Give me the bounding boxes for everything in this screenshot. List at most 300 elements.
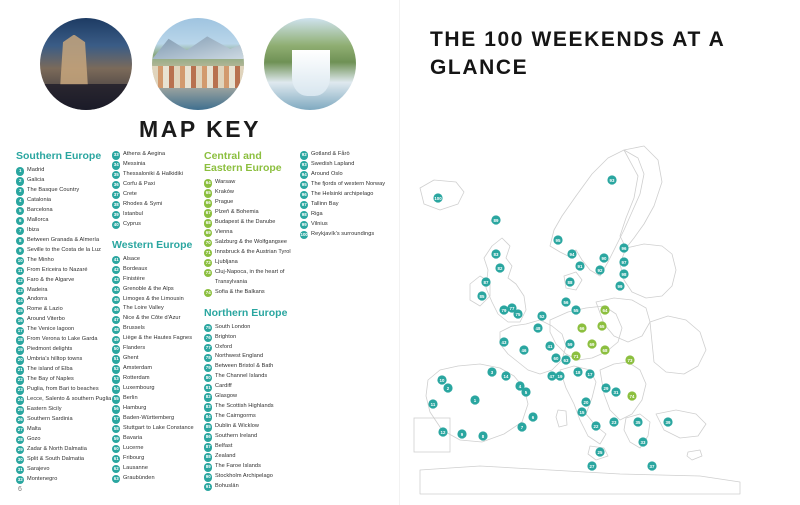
key-item-label: Lucerne: [123, 444, 144, 451]
key-item-96[interactable]: [300, 190, 392, 200]
key-item-label: The Scottish Highlands: [215, 403, 274, 410]
key-item-94[interactable]: [300, 170, 392, 180]
map-marker-98[interactable]: [619, 269, 628, 278]
key-item-number: 96: [300, 191, 308, 199]
key-item-85[interactable]: [204, 422, 300, 432]
key-item-6[interactable]: [16, 216, 112, 226]
key-item-label: The fjords of western Norway: [311, 180, 386, 187]
map-marker-69[interactable]: [587, 339, 596, 348]
key-item-14[interactable]: [16, 295, 112, 305]
map-marker-label: 48: [535, 325, 541, 331]
key-item-label: Around Viterbo: [27, 316, 65, 323]
key-item-56[interactable]: [112, 404, 204, 414]
key-item-number: 39: [112, 211, 120, 219]
map-marker-label: 46: [521, 347, 527, 353]
key-item-number: 4: [16, 197, 24, 205]
key-item-65[interactable]: [204, 188, 300, 198]
key-item-number: 50: [112, 345, 120, 353]
key-item-label: Sofia & the Balkans: [215, 288, 265, 295]
key-item-21[interactable]: [16, 365, 112, 375]
key-item-4[interactable]: [16, 196, 112, 206]
key-item-46[interactable]: [112, 304, 204, 314]
key-item-number: 69: [204, 229, 212, 237]
key-item-label: Galicia: [27, 177, 45, 184]
key-item-label: Catalonia: [27, 196, 52, 203]
key-item-label: Amsterdam: [123, 365, 153, 372]
key-item-label: Piedmont delights: [27, 346, 73, 353]
key-column-4: [300, 150, 392, 480]
key-item-label: Warsaw: [215, 179, 236, 186]
map-marker-label: 88: [567, 279, 573, 285]
key-item-number: 5: [16, 207, 24, 215]
key-item-36[interactable]: [112, 180, 204, 190]
key-item-number: 91: [204, 483, 212, 491]
key-column-1: [16, 150, 112, 480]
map-marker-label: 73: [627, 357, 633, 363]
map-marker-43[interactable]: [499, 337, 508, 346]
map-marker-label: 71: [573, 353, 579, 359]
key-item-98[interactable]: [300, 210, 392, 220]
map-marker-9[interactable]: [457, 429, 466, 438]
key-item-number: 56: [112, 405, 120, 413]
key-item-72[interactable]: [204, 258, 300, 268]
key-item-92[interactable]: [300, 150, 392, 160]
key-item-87[interactable]: [204, 442, 300, 452]
map-marker-66[interactable]: [577, 323, 586, 332]
key-item-number: 52: [112, 365, 120, 373]
key-item-7[interactable]: [16, 226, 112, 236]
map-marker-label: 27: [589, 463, 595, 469]
key-item-42[interactable]: [112, 265, 204, 275]
key-item-label: Eastern Sicily: [27, 405, 62, 412]
key-item-number: 88: [204, 453, 212, 461]
map-marker-5[interactable]: [521, 387, 530, 396]
map-marker-label: 47: [549, 373, 555, 379]
key-item-number: 44: [112, 286, 120, 294]
key-item-11[interactable]: [16, 266, 112, 276]
key-item-label: Cardiff: [215, 383, 232, 390]
key-item-8[interactable]: [16, 236, 112, 246]
map-marker-label: 83: [493, 251, 499, 257]
key-item-label: The Basque Country: [27, 186, 80, 193]
key-item-52[interactable]: [112, 364, 204, 374]
map-marker-label: 98: [621, 271, 627, 277]
map-marker-35[interactable]: [633, 417, 642, 426]
key-item-23[interactable]: [16, 385, 112, 395]
key-item-60[interactable]: [112, 444, 204, 454]
key-item-number: 99: [300, 221, 308, 229]
key-item-50[interactable]: [112, 344, 204, 354]
key-item-number: 30: [16, 456, 24, 464]
key-item-label: Athens & Aegina: [123, 151, 166, 157]
key-item-79[interactable]: [204, 362, 300, 372]
key-item-41[interactable]: [112, 255, 204, 265]
key-item-number: 18: [16, 336, 24, 344]
key-item-label: Cluj-Napoca, in the heart of Transylvania: [215, 268, 285, 285]
map-marker-15[interactable]: [577, 407, 586, 416]
key-item-78[interactable]: [204, 352, 300, 362]
key-item-17[interactable]: [16, 325, 112, 335]
key-item-95[interactable]: [300, 180, 392, 190]
map-marker-31[interactable]: [611, 387, 620, 396]
map-marker-label: 87: [483, 279, 489, 285]
key-item-2[interactable]: [16, 176, 112, 186]
key-item-88[interactable]: [204, 452, 300, 462]
key-item-label: Lecce, Salento & southern Puglia: [27, 395, 112, 402]
key-list-southern-europe-a: [16, 166, 112, 485]
map-marker-74[interactable]: [627, 391, 636, 400]
map-marker-71[interactable]: [571, 351, 580, 360]
map-marker-48[interactable]: [533, 323, 542, 332]
map-marker-90[interactable]: [599, 253, 608, 262]
key-item-38[interactable]: [112, 200, 204, 210]
map-marker-82[interactable]: [495, 263, 504, 272]
key-item-3[interactable]: [16, 186, 112, 196]
map-marker-14[interactable]: [501, 371, 510, 380]
key-item-13[interactable]: [16, 286, 112, 296]
key-item-35[interactable]: [112, 170, 204, 180]
key-item-89[interactable]: [204, 462, 300, 472]
key-item-label: Swedish Lapland: [311, 160, 355, 167]
key-item-label: Fribourg: [123, 454, 145, 461]
key-item-label: Plzeň & Bohemia: [215, 208, 259, 215]
key-item-1[interactable]: [16, 166, 112, 176]
key-item-22[interactable]: [16, 375, 112, 385]
key-item-74[interactable]: [204, 288, 300, 298]
key-item-number: 21: [16, 366, 24, 374]
key-item-19[interactable]: [16, 345, 112, 355]
key-item-label: Around Oslo: [311, 170, 343, 177]
key-item-number: 33: [112, 151, 120, 159]
key-item-number: 73: [204, 269, 212, 277]
key-list-southern-europe-b: [112, 150, 204, 230]
key-item-number: 75: [204, 324, 212, 332]
key-item-number: 90: [204, 473, 212, 481]
key-item-5[interactable]: [16, 206, 112, 216]
key-item-label: Southern Ireland: [215, 433, 258, 440]
key-item-48[interactable]: [112, 324, 204, 334]
key-item-81[interactable]: [204, 382, 300, 392]
map-marker-label: 4: [518, 383, 522, 389]
key-item-label: Ibiza: [27, 226, 40, 233]
map-marker-20[interactable]: [581, 397, 590, 406]
map-marker-46[interactable]: [519, 345, 528, 354]
region-heading-northern-europe: Northern Europe: [204, 306, 288, 319]
map-marker-47[interactable]: [547, 371, 556, 380]
key-item-54[interactable]: [112, 384, 204, 394]
map-marker-59[interactable]: [565, 339, 574, 348]
key-item-label: The Helsinki archipelago: [311, 190, 374, 197]
key-item-29[interactable]: [16, 445, 112, 455]
map-marker-52[interactable]: [537, 311, 546, 320]
key-item-51[interactable]: [112, 354, 204, 364]
map-marker-92[interactable]: [595, 265, 604, 274]
key-item-number: 54: [112, 385, 120, 393]
map-marker-33[interactable]: [638, 437, 647, 446]
map-marker-label: 22: [593, 423, 599, 429]
key-item-number: 51: [112, 355, 120, 363]
key-item-label: Bohuslän: [215, 482, 239, 489]
key-item-15[interactable]: [16, 305, 112, 315]
map-marker-label: 25: [597, 449, 603, 455]
key-item-53[interactable]: [112, 374, 204, 384]
map-marker-64[interactable]: [600, 305, 609, 314]
key-item-number: 100: [300, 231, 308, 239]
map-marker-22[interactable]: [591, 421, 600, 430]
map-marker-55[interactable]: [571, 305, 580, 314]
key-item-64[interactable]: [204, 178, 300, 188]
key-item-31[interactable]: [16, 465, 112, 475]
key-item-33[interactable]: [112, 150, 204, 160]
key-item-number: 65: [204, 189, 212, 197]
key-item-number: 15: [16, 307, 24, 315]
key-item-57[interactable]: [112, 414, 204, 424]
map-marker-19[interactable]: [555, 371, 564, 380]
key-item-number: 24: [16, 396, 24, 404]
key-item-25[interactable]: [16, 405, 112, 415]
key-item-55[interactable]: [112, 394, 204, 404]
region-heading-western-europe: Western Europe: [112, 238, 193, 251]
key-item-59[interactable]: [112, 434, 204, 444]
map-marker-94[interactable]: [567, 249, 576, 258]
map-marker-label: 60: [553, 355, 559, 361]
map-marker-60[interactable]: [551, 353, 560, 362]
key-item-24[interactable]: [16, 395, 112, 405]
key-item-97[interactable]: [300, 200, 392, 210]
map-marker-label: 85: [479, 293, 485, 299]
map-marker-label: 77: [509, 305, 515, 311]
key-item-label: Rotterdam: [123, 375, 150, 382]
map-marker-12[interactable]: [438, 427, 447, 436]
key-item-number: 25: [16, 406, 24, 414]
map-marker-10[interactable]: [437, 375, 446, 384]
map-marker-label: 35: [635, 419, 641, 425]
key-list-northern-europe-a: [204, 323, 300, 492]
key-item-number: 46: [112, 306, 120, 314]
map-marker-29[interactable]: [601, 383, 610, 392]
map-marker-83[interactable]: [491, 249, 500, 258]
map-marker-85[interactable]: [477, 291, 486, 300]
key-item-number: 87: [204, 443, 212, 451]
key-item-label: Mallorca: [27, 216, 49, 223]
key-item-18[interactable]: [16, 335, 112, 345]
photo-row: [40, 18, 370, 118]
map-marker-label: 7: [520, 424, 524, 430]
map-marker-65[interactable]: [597, 321, 606, 330]
key-item-number: 94: [300, 171, 308, 179]
key-item-label: Belfast: [215, 443, 233, 450]
map-marker-25[interactable]: [595, 447, 604, 456]
map-marker-87[interactable]: [481, 277, 490, 286]
key-list-central-eastern-europe: [204, 178, 300, 297]
key-item-76[interactable]: [204, 333, 300, 343]
key-item-label: Brighton: [215, 333, 237, 340]
key-item-61[interactable]: [112, 454, 204, 464]
key-item-number: 36: [112, 181, 120, 189]
key-item-label: Messinia: [123, 160, 146, 167]
key-item-label: Andorra: [27, 296, 48, 303]
key-item-39[interactable]: [112, 210, 204, 220]
region-heading-central-eastern-europe: Central and Eastern Europe: [204, 150, 282, 175]
map-marker-37[interactable]: [647, 461, 656, 470]
key-item-label: Between Bristol & Bath: [215, 363, 274, 370]
map-marker-label: 43: [501, 339, 507, 345]
map-marker-23[interactable]: [609, 417, 618, 426]
key-item-62[interactable]: [112, 464, 204, 474]
map-marker-96[interactable]: [619, 243, 628, 252]
key-item-label: Oxford: [215, 343, 233, 350]
map-marker-label: 12: [440, 429, 446, 435]
key-item-28[interactable]: [16, 435, 112, 445]
key-item-27[interactable]: [16, 425, 112, 435]
key-item-label: Alsace: [123, 255, 141, 262]
key-item-label: Berlin: [123, 395, 138, 402]
key-item-45[interactable]: [112, 295, 204, 305]
photo-alpine-village: [152, 18, 244, 110]
key-item-71[interactable]: [204, 248, 300, 258]
key-item-80[interactable]: [204, 372, 300, 382]
map-marker-89[interactable]: [491, 215, 500, 224]
map-marker-1[interactable]: [470, 395, 479, 404]
key-item-90[interactable]: [204, 472, 300, 482]
key-item-75[interactable]: [204, 323, 300, 333]
key-item-number: 79: [204, 364, 212, 372]
key-item-82[interactable]: [204, 392, 300, 402]
map-marker-label: 64: [602, 307, 608, 313]
key-item-12[interactable]: [16, 276, 112, 286]
map-marker-27[interactable]: [587, 461, 596, 470]
key-item-number: 23: [16, 386, 24, 394]
map-marker-11[interactable]: [428, 399, 437, 408]
map-marker-56[interactable]: [561, 297, 570, 306]
key-item-68[interactable]: [204, 218, 300, 228]
key-item-91[interactable]: [204, 482, 300, 492]
map-marker-79[interactable]: [499, 305, 508, 314]
map-marker-label: 14: [503, 373, 509, 379]
key-item-label: Stockholm Archipelago: [215, 472, 273, 479]
key-item-26[interactable]: [16, 415, 112, 425]
map-marker-63[interactable]: [561, 355, 570, 364]
map-marker-100[interactable]: [433, 193, 442, 202]
map-marker-6[interactable]: [528, 412, 537, 421]
photo-waterfall: [264, 18, 356, 110]
map-marker-39[interactable]: [663, 417, 672, 426]
map-marker-label: 15: [579, 409, 585, 415]
map-marker-91[interactable]: [575, 261, 584, 270]
key-item-number: 43: [112, 276, 120, 284]
key-item-30[interactable]: [16, 455, 112, 465]
key-item-label: Limoges & the Limousin: [123, 295, 184, 302]
map-marker-label: 9: [460, 431, 464, 437]
key-item-label: Budapest & the Danube: [215, 218, 276, 225]
map-marker-77[interactable]: [507, 303, 516, 312]
key-item-number: 6: [16, 217, 24, 225]
map-marker-7[interactable]: [517, 422, 526, 431]
key-item-43[interactable]: [112, 275, 204, 285]
key-item-number: 28: [16, 436, 24, 444]
key-item-label: From Ericeira to Nazaré: [27, 266, 88, 273]
map-marker-label: 11: [430, 401, 436, 407]
map-marker-label: 95: [555, 237, 561, 243]
key-item-label: Malta: [27, 425, 41, 432]
key-item-77[interactable]: [204, 343, 300, 353]
key-item-number: 71: [204, 249, 212, 257]
key-item-67[interactable]: [204, 208, 300, 218]
key-item-label: Madrid: [27, 167, 45, 174]
key-item-99[interactable]: [300, 220, 392, 230]
key-item-86[interactable]: [204, 432, 300, 442]
key-item-label: Reykjavík's surroundings: [311, 230, 375, 237]
key-item-number: 95: [300, 181, 308, 189]
map-marker-88[interactable]: [565, 277, 574, 286]
map-marker-label: 19: [557, 373, 563, 379]
key-item-47[interactable]: [112, 314, 204, 324]
map-marker-label: 94: [569, 251, 575, 257]
map-marker-8[interactable]: [478, 431, 487, 440]
key-item-40[interactable]: [112, 220, 204, 230]
key-item-20[interactable]: [16, 355, 112, 365]
key-item-label: Between Granada & Almería: [27, 236, 100, 243]
key-item-49[interactable]: [112, 334, 204, 344]
map-marker-95[interactable]: [553, 235, 562, 244]
map-marker-17[interactable]: [585, 369, 594, 378]
key-item-73[interactable]: [204, 268, 300, 288]
key-item-84[interactable]: [204, 412, 300, 422]
map-marker-label: 2: [446, 385, 450, 391]
key-item-44[interactable]: [112, 285, 204, 295]
key-item-58[interactable]: [112, 424, 204, 434]
map-marker-73[interactable]: [625, 355, 634, 364]
map-marker-label: 90: [601, 255, 607, 261]
map-marker-68[interactable]: [600, 345, 609, 354]
map-marker-93[interactable]: [607, 175, 616, 184]
map-marker-99[interactable]: [615, 281, 624, 290]
key-item-70[interactable]: [204, 238, 300, 248]
key-item-number: 49: [112, 336, 120, 344]
map-marker-label: 99: [617, 283, 623, 289]
key-item-number: 2: [16, 177, 24, 185]
key-item-9[interactable]: [16, 246, 112, 256]
key-item-32[interactable]: [16, 475, 112, 485]
key-item-83[interactable]: [204, 402, 300, 412]
key-item-label: Istanbul: [123, 210, 143, 217]
key-item-10[interactable]: [16, 256, 112, 266]
key-item-69[interactable]: [204, 228, 300, 238]
map-marker-97[interactable]: [619, 257, 628, 266]
key-item-16[interactable]: [16, 315, 112, 325]
key-item-100[interactable]: [300, 230, 392, 240]
map-marker-41[interactable]: [545, 341, 554, 350]
key-item-number: 63: [112, 475, 120, 483]
map-marker-18[interactable]: [573, 367, 582, 376]
map-marker-label: 79: [501, 307, 507, 313]
key-item-number: 70: [204, 239, 212, 247]
key-item-label: Bavaria: [123, 434, 143, 441]
key-item-66[interactable]: [204, 198, 300, 208]
key-item-34[interactable]: [112, 160, 204, 170]
map-marker-3[interactable]: [487, 367, 496, 376]
key-item-number: 31: [16, 466, 24, 474]
key-item-number: 83: [204, 403, 212, 411]
key-item-37[interactable]: [112, 190, 204, 200]
key-item-93[interactable]: [300, 160, 392, 170]
key-item-number: 74: [204, 289, 212, 297]
map-marker-2[interactable]: [443, 383, 452, 392]
key-item-number: 97: [300, 201, 308, 209]
key-item-label: Cyprus: [123, 220, 142, 227]
key-item-63[interactable]: [112, 474, 204, 484]
map-marker-label: 20: [583, 399, 589, 405]
